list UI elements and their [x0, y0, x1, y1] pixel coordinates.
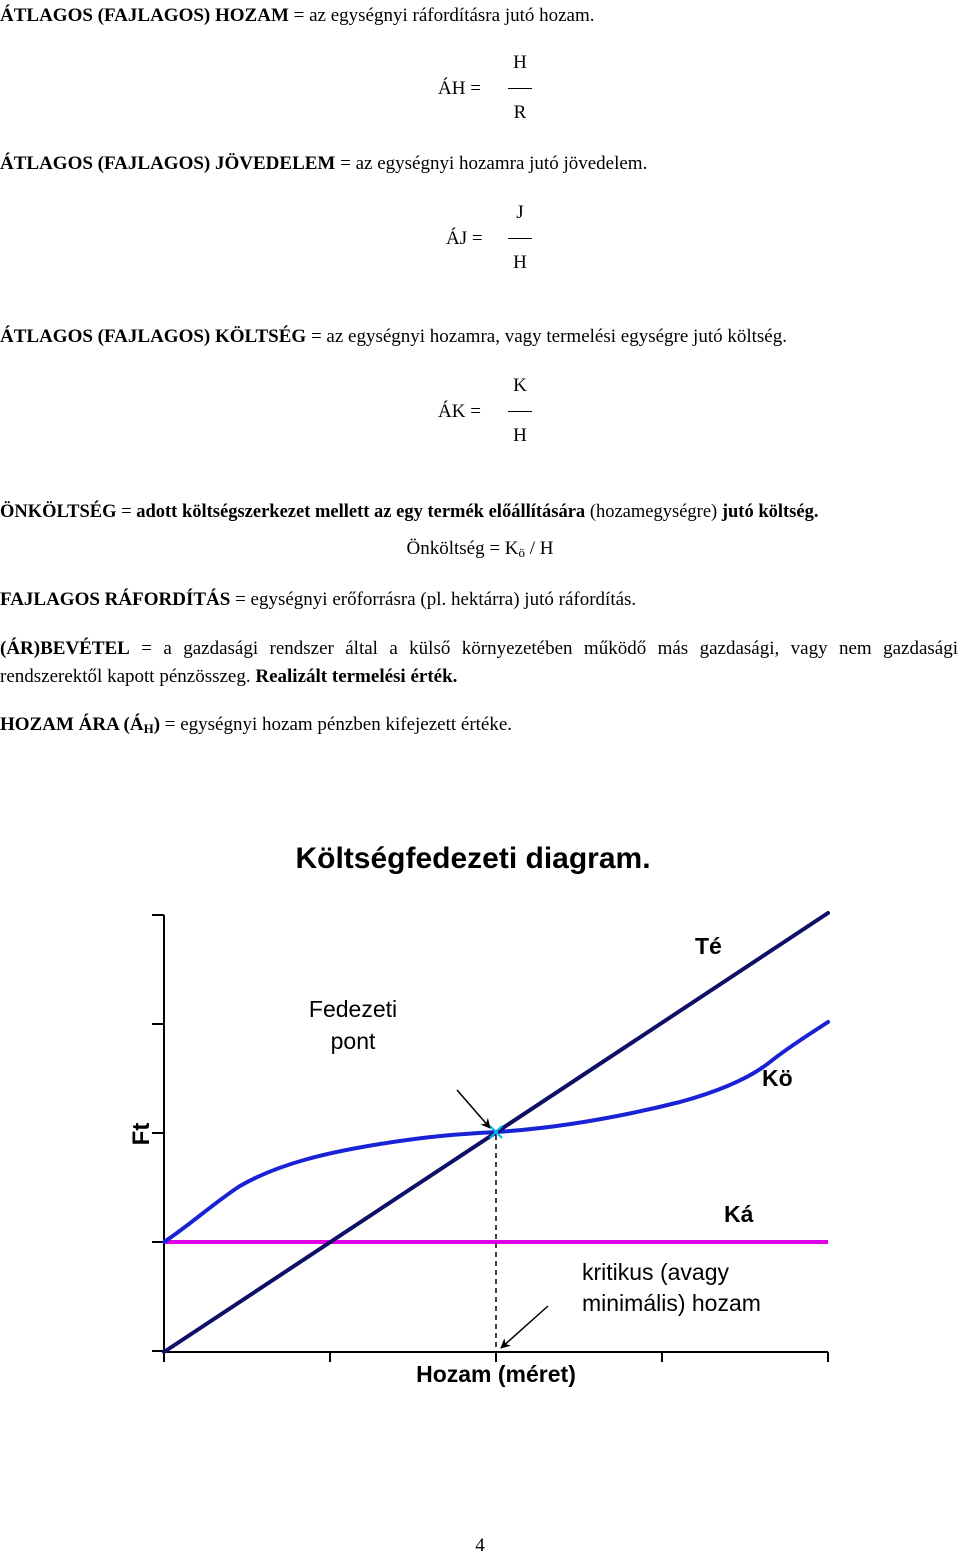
formula-ak-bar — [508, 411, 532, 412]
formula-ak — [438, 375, 538, 450]
def-hozam-ara-term-end: ) — [153, 714, 161, 735]
def-onkoltseg — [0, 501, 818, 523]
label-kritikus-line2: minimális) hozam — [582, 1290, 761, 1316]
formula-ak-denominator: H — [513, 425, 527, 446]
x-axis-label: Hozam (méret) — [416, 1361, 576, 1387]
formula-ah-bar — [508, 88, 532, 89]
def-onkoltseg-term: ÖNKÖLTSÉG — [0, 502, 117, 522]
label-te: Té — [695, 933, 722, 959]
def-jovedelem-term: ÁTLAGOS (FAJLAGOS) JÖVEDELEM — [0, 153, 336, 174]
label-fedezeti: Fedezeti — [308, 996, 398, 1022]
def-koltseg-text: = az egységnyi hozamra, vagy termelési egységre jutó költség. — [306, 326, 787, 347]
def-onkoltseg-bold1: adott költségszerkezet mellett az egy termék előállítására — [136, 502, 586, 522]
def-bevetel-bold: Realizált termelési érték. — [255, 666, 458, 687]
def-jovedelem-text: = az egységnyi hozamra jutó jövedelem. — [335, 153, 648, 174]
def-bevetel-text: = a gazdasági rendszer által a külső környezetében működő más gazdasági, vagy nem gazdasági rendszerektől kapott pénzösszeg. — [0, 638, 958, 687]
formula-ak-label: ÁK = — [438, 401, 481, 422]
formula-ak-numerator: K — [513, 375, 527, 396]
y-axis-label: Ft — [128, 1122, 155, 1146]
label-pont: pont — [330, 1028, 376, 1054]
def-koltseg — [0, 326, 787, 348]
formula-ah-denominator: R — [513, 102, 527, 123]
def-raforditas-text: = egységnyi erőforrásra (pl. hektárra) jutó ráfordítás. — [230, 589, 637, 610]
formula-ah — [438, 52, 538, 127]
def-hozam-ara-text: = egységnyi hozam pénzben kifejezett értéke. — [160, 714, 513, 735]
breakeven-arrow — [457, 1090, 490, 1128]
def-raforditas-term: FAJLAGOS RÁFORDÍTÁS — [0, 589, 231, 610]
def-hozam-ara — [0, 714, 512, 740]
def-raforditas — [0, 589, 636, 611]
def-hozam-text: = az egységnyi ráfordításra jutó hozam. — [288, 5, 595, 26]
def-koltseg-term: ÁTLAGOS (FAJLAGOS) KÖLTSÉG — [0, 326, 307, 347]
label-kritikus-line1: kritikus (avagy — [582, 1259, 729, 1285]
formula-onkoltseg-main: Önköltség = K — [406, 538, 519, 559]
def-onkoltseg-bold2: jutó költség. — [721, 502, 819, 522]
def-hozam — [0, 5, 595, 27]
formula-aj-numerator: J — [516, 202, 524, 223]
formula-onkoltseg-sub: ö — [518, 545, 526, 560]
def-hozam-term: ÁTLAGOS (FAJLAGOS) HOZAM — [0, 5, 289, 26]
formula-ah-numerator: H — [513, 52, 527, 73]
formula-aj-label: ÁJ = — [446, 228, 483, 249]
def-hozam-ara-sub: H — [143, 721, 154, 736]
formula-ah-label: ÁH = — [438, 78, 481, 99]
page-number: 4 — [475, 1535, 485, 1556]
def-hozam-ara-term: HOZAM ÁRA (Á — [0, 714, 144, 735]
critical-output-arrow — [501, 1306, 548, 1348]
formula-aj — [446, 202, 546, 277]
def-bevetel-term: (ÁR)BEVÉTEL — [0, 638, 130, 659]
def-onkoltseg-paren: (hozamegységre) — [585, 502, 722, 522]
breakeven-diagram — [0, 830, 960, 1400]
formula-onkoltseg — [0, 538, 960, 561]
def-jovedelem — [0, 153, 647, 175]
formula-aj-denominator: H — [513, 252, 527, 273]
def-onkoltseg-eq: = — [116, 502, 137, 522]
label-ka: Ká — [724, 1201, 754, 1227]
formula-onkoltseg-rest: / H — [525, 538, 554, 559]
label-ko: Kö — [762, 1065, 793, 1091]
diagram-title: Költségfedezeti diagram. — [295, 842, 651, 875]
formula-aj-bar — [508, 238, 532, 239]
def-bevetel — [0, 635, 958, 691]
